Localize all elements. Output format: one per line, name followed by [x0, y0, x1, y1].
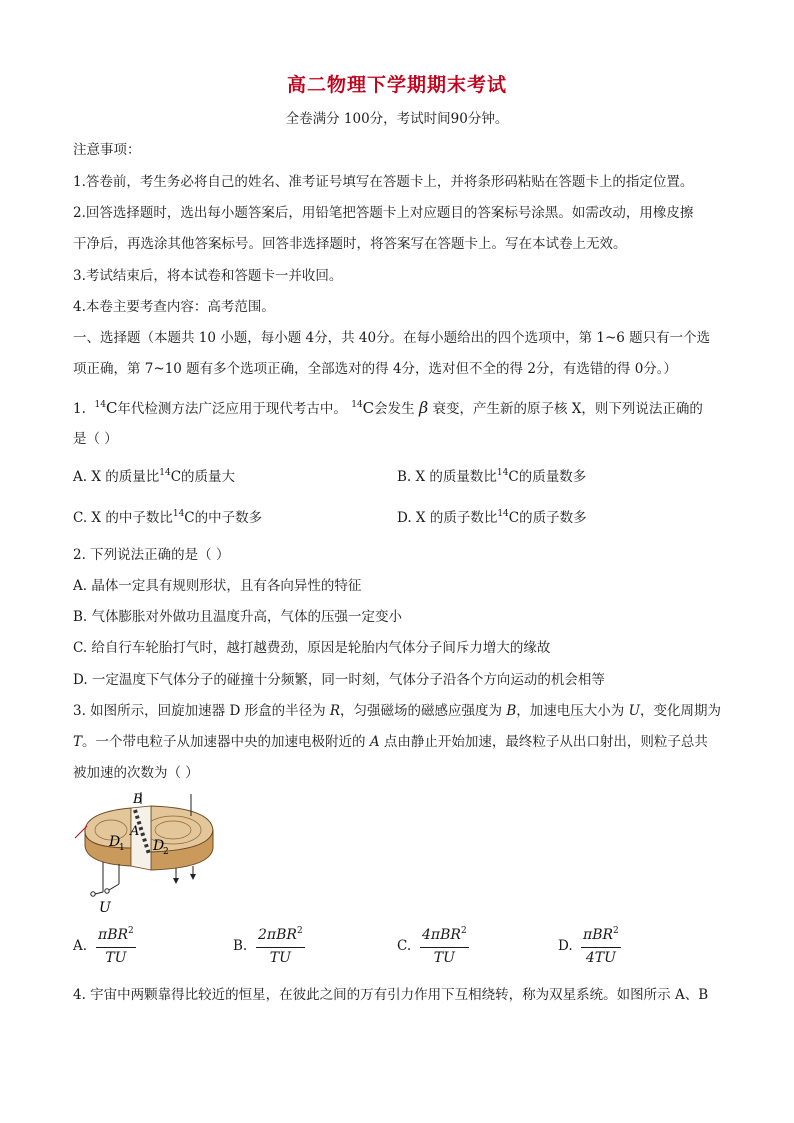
q3-option-d-denominator: 4TU: [585, 950, 616, 966]
diagram-label-b: B: [133, 792, 143, 807]
q1-option-d-sup: 14: [497, 509, 509, 519]
q3-text-5: 。一个带电粒子从加速器中央的加速电极附近的: [82, 734, 370, 750]
q1-option-a-pre: A. X 的质量比: [73, 469, 160, 485]
q3-option-b-square: 2: [296, 926, 303, 936]
q2-option-d[interactable]: D. 一定温度下气体分子的碰撞十分频繁，同一时刻，气体分子沿各个方向运动的机会相等: [73, 672, 605, 688]
notes-heading: 注意事项：: [73, 142, 141, 158]
q3-text-1: 3. 如图所示，回旋加速器 D 形盒的半径为: [73, 703, 330, 719]
q1-stem-line2: 是（ ）: [73, 431, 118, 447]
q3-option-a-denominator: TU: [105, 950, 127, 966]
diagram-label-d2-sub: 2: [163, 847, 169, 857]
q3-var-t: T: [73, 734, 83, 750]
q3-option-c-square: 2: [460, 926, 467, 936]
q1-option-b-pre: B. X 的质量数比: [397, 469, 497, 485]
q3-option-b-letter[interactable]: B.: [233, 938, 248, 954]
diagram-label-u: U: [99, 900, 111, 915]
cyclotron-diagram: [73, 790, 223, 915]
exam-title: 高二物理下学期期末考试: [286, 74, 507, 96]
q3-option-d-square: 2: [613, 926, 619, 936]
note-item-4: 4.本卷主要考查内容：高考范围。: [73, 299, 275, 315]
q3-option-d-numerator: πBR: [583, 927, 614, 943]
q1-option-b-post: 的质量数多: [518, 469, 587, 485]
q3-option-c-fraction: [420, 926, 469, 967]
q1-option-c-pre: C. X 的中子数比: [73, 510, 173, 526]
q1-number: 1.: [73, 401, 86, 417]
section1-instructions-1: 一、选择题（本题共 10 小题，每小题 4分，共 40分。在每小题给出的四个选项中，第 1~6 题只有一个选: [73, 330, 711, 346]
q1-option-d-post: 的质子数多: [519, 510, 587, 526]
q3-stem-line1: [73, 701, 733, 721]
q3-option-b-fraction: [256, 926, 305, 967]
q3-stem-line3: 被加速的次数为（ ）: [73, 765, 199, 781]
q3-var-b: B: [506, 703, 517, 719]
q3-option-d-letter[interactable]: D.: [558, 938, 573, 954]
q2-option-a[interactable]: A. 晶体一定具有规则形状，且有各向异性的特征: [73, 578, 362, 594]
diagram-label-d2: D: [153, 838, 165, 854]
q1-option-c-post: 的中子数多: [194, 510, 263, 526]
q3-text-2: ，匀强磁场的磁感应强度为: [340, 703, 507, 719]
q1-option-b-c: C: [508, 469, 519, 485]
q4-stem: 4. 宇宙中两颗靠得比较近的恒星，在彼此之间的万有引力作用下互相绕转，称为双星系统。如图所示 A、B: [73, 987, 709, 1003]
q3-option-d-fraction: [581, 926, 621, 967]
q3-option-c-letter[interactable]: C.: [397, 938, 412, 954]
note-item-1: 1.答卷前，考生务必将自己的姓名、准考证号填写在答题卡上，并将条形码粘贴在答题卡上的指定位置。: [73, 174, 694, 190]
q3-option-a-letter[interactable]: A.: [73, 938, 88, 954]
q1-option-b-sup: 14: [496, 468, 509, 478]
q3-stem-line2: [73, 732, 733, 752]
q1-text-3: 衰变，产生新的原子核 X，则下列说法正确的: [432, 401, 703, 417]
diagram-label-d1-sub: 1: [119, 843, 125, 853]
q2-option-c[interactable]: C. 给自行车轮胎打气时，越打越费劲，原因是轮胎内气体分子间斥力增大的缘故: [73, 640, 551, 656]
q3-var-a: A: [369, 734, 380, 750]
q2-option-b[interactable]: B. 气体膨胀对外做功且温度升高，气体的压强一定变小: [73, 609, 403, 625]
q1-text-1: 年代检测方法广泛应用于现代考古中。: [117, 401, 347, 417]
q2-stem: 2. 下列说法正确的是（ ）: [73, 547, 230, 563]
q3-text-3: ，加速电压大小为: [516, 703, 629, 719]
q1-option-d-c: C: [508, 510, 520, 526]
q3-var-u: U: [628, 703, 640, 719]
q1-sup-2: 14: [351, 400, 363, 410]
q1-sup: 14: [94, 400, 106, 410]
q3-option-b-denominator: TU: [269, 950, 291, 966]
q3-option-c-denominator: TU: [433, 950, 455, 966]
q3-option-a-fraction: [96, 926, 136, 967]
q1-option-a-c: C: [170, 469, 182, 485]
q1-option-a-sup: 14: [159, 468, 171, 478]
note-item-2a: 2.回答选择题时，选出每小题答案后，用铅笔把答题卡上对应题目的答案标号涂黑。如需改动，用橡皮擦: [73, 205, 694, 221]
q1-beta: β: [418, 398, 429, 417]
exam-subtitle: 全卷满分 100分，考试时间90分钟。: [285, 111, 509, 127]
q1-option-d[interactable]: [397, 508, 587, 530]
note-item-2b: 干净后，再选涂其他答案标号。回答非选择题时，将答案写在答题卡上。写在本试卷上无效。: [73, 236, 627, 252]
q3-option-a-square: 2: [128, 926, 134, 936]
q1-option-a[interactable]: [73, 467, 235, 489]
q3-option-a-numerator: πBR: [98, 927, 129, 943]
q1-carbon-2: C: [362, 399, 375, 417]
q1-option-d-pre: D. X 的质子数比: [397, 510, 498, 526]
q3-text-4: ，变化周期为: [639, 703, 721, 719]
q1-option-c-sup: 14: [172, 509, 185, 519]
q3-option-b-numerator: 2πBR: [258, 927, 297, 943]
q1-option-c[interactable]: [73, 508, 262, 530]
q1-option-b[interactable]: [397, 467, 586, 489]
q3-text-6: 点由静止开始加速，最终粒子从出口射出，则粒子总共: [379, 734, 708, 750]
q1-carbon: C: [105, 399, 118, 417]
q1-stem-line1: [73, 398, 733, 421]
q1-option-a-post: 的质量大: [181, 469, 236, 485]
q3-option-c-numerator: 4πBR: [422, 927, 461, 943]
diagram-label-a: A: [130, 824, 140, 839]
q1-option-c-c: C: [184, 510, 195, 526]
diagram-label-d1: D: [109, 834, 121, 850]
note-item-3: 3.考试结束后，将本试卷和答题卡一并收回。: [73, 268, 343, 284]
q1-text-2: 会发生: [374, 401, 415, 417]
q3-var-r: R: [329, 703, 341, 719]
section1-instructions-2: 项正确，第 7~10 题有多个选项正确，全部选对的得 4分，选对但不全的得 2分，有选错的得 0分。）: [73, 361, 678, 377]
